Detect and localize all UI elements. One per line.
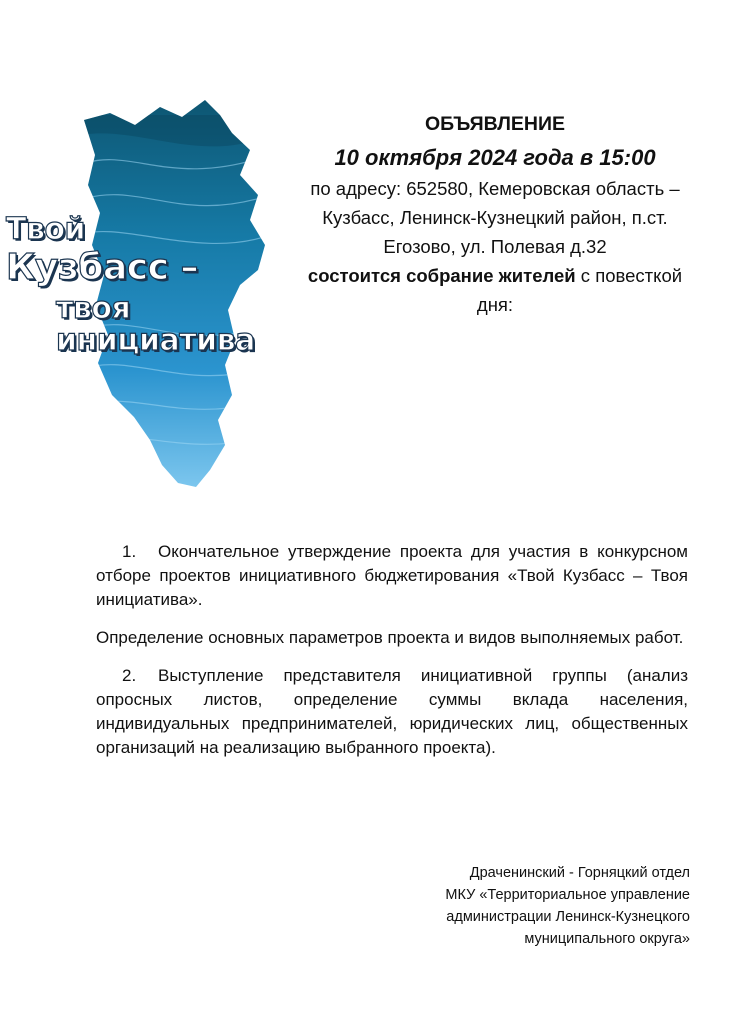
agenda-item-1-number: 1. [122,542,137,561]
signature-line-1: Драченинский - Горняцкий отдел [469,865,690,881]
logo-line-2: Кузбасс – [6,247,198,288]
agenda-item-2-number: 2. [122,666,137,685]
agenda-item-1-sub: Определение основных параметров проекта и видов выполняемых работ. [96,628,684,647]
agenda-item-2 [96,664,688,760]
signature-line-2: МКУ «Территориальное управление [445,887,690,903]
agenda-item-1 [96,540,688,612]
meeting-notice-bold: состоится собрание жителей [307,265,576,286]
meeting-address: по адресу: 652580, Кемеровская область – Кузбасс, Ленинск-Кузнецкий район, п.ст. Егозово, ул. Полевая д.32 [310,178,680,257]
signature-line-3: администрации Ленинск-Кузнецкого [446,909,690,925]
logo-line-1: Твой [6,212,86,247]
logo-line-4: инициатива [56,323,255,358]
meeting-notice-rest: с повесткой дня: [476,265,683,315]
logo-slogan [0,95,300,505]
signature-line-4: муниципального округа» [524,931,690,947]
meeting-date: 10 октября 2024 года в 15:00 [334,145,656,170]
signature-block [350,862,690,950]
agenda-item-2-text: Выступление представителя инициативной группы (анализ опросных листов, определение суммы вклада населения, индивидуальных предпринимателей, юридических лиц, общественных организаций на реализацию выбранного проекта). [96,666,688,757]
logo-line-3: твоя [56,291,131,326]
announcement-header [300,110,690,319]
agenda [96,540,688,774]
meeting-notice [300,261,690,319]
agenda-item-1-text: Окончательное утверждение проекта для участия в конкурсном отборе проектов инициативного бюджетирования «Твой Кузбасс – Твоя инициатива». [96,542,688,609]
kuzbass-initiative-logo [0,95,300,505]
announcement-title: ОБЪЯВЛЕНИЕ [424,113,566,135]
